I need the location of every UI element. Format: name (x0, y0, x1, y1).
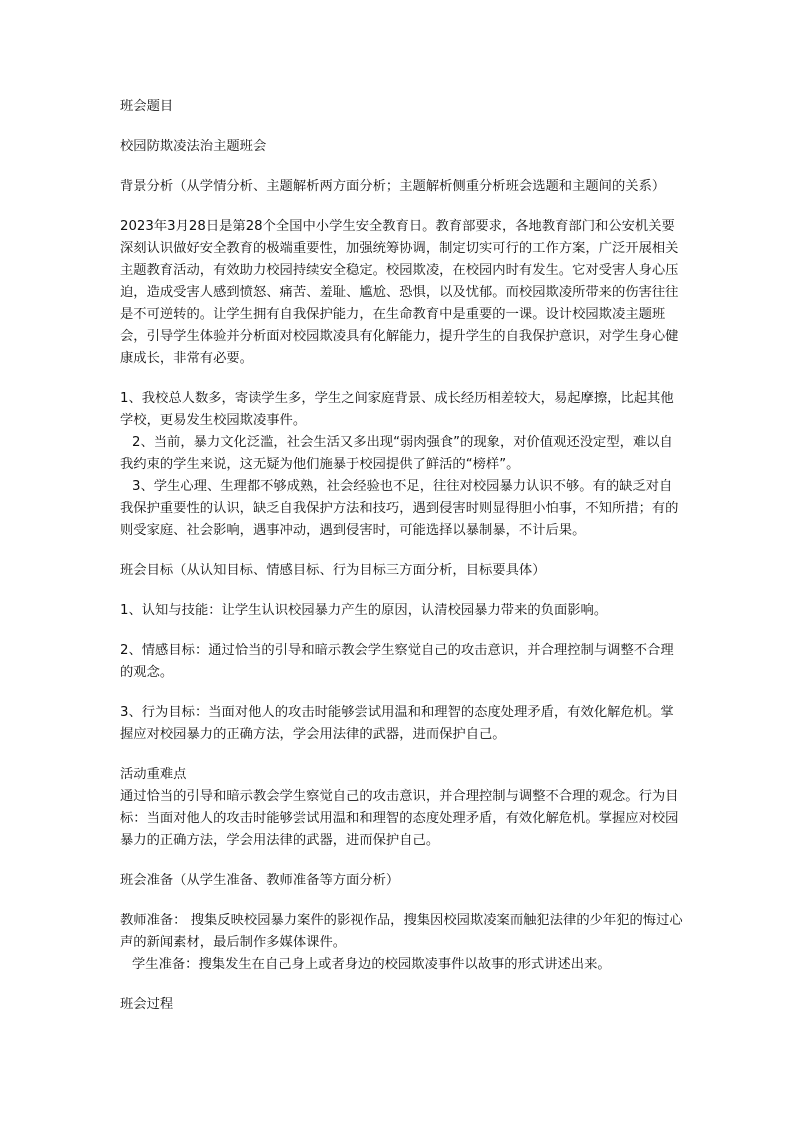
title-section (120, 136, 685, 158)
goal-2-block (120, 640, 685, 684)
background-points (120, 388, 685, 542)
meeting-title: 校园防欺凌法治主题班会 (120, 139, 267, 154)
goal-3: 3、行为目标：当面对他人的攻击时能够尝试用温和和理智的态度处理矛盾，有效化解危机。掌握应对校园暴力的正确方法，学会用法律的武器，进而保护自己。 (120, 705, 674, 742)
prep-heading: 班会准备（从学生准备、教师准备等方面分析） (120, 873, 400, 888)
teacher-prep: 教师准备： 搜集反映校园暴力案件的影视作品，搜集因校园欺凌案而触犯法律的少年犯的悔过心声的新闻素材，最后制作多媒体课件。 (120, 913, 683, 950)
prep-heading-section (120, 870, 685, 892)
title-label: 班会题目 (120, 99, 174, 114)
background-point-2: 2、当前，暴力文化泛滥，社会生活又多出现“弱肉强食”的现象，对价值观还没定型，难以自我约束的学生来说，这无疑为他们施暴于校园提供了鲜活的“榜样”。 (120, 435, 673, 472)
goal-3-block (120, 702, 685, 746)
document-body (120, 96, 685, 1034)
difficulty-text: 通过恰当的引导和暗示教会学生察觉自己的攻击意识，并合理控制与调整不合理的观念。行为目标：当面对他人的攻击时能够尝试用温和和理智的态度处理矛盾，有效化解危机。掌握应对校园暴力的正确方法，学会用法律的武器，进而保护自己。 (120, 789, 679, 848)
title-label-section (120, 96, 685, 118)
goal-2: 2、情感目标：通过恰当的引导和暗示教会学生察觉自己的攻击意识，并合理控制与调整不合理的观念。 (120, 643, 674, 680)
student-prep: 学生准备：搜集发生在自己身上或者身边的校园欺凌事件以故事的形式讲述出来。 (132, 957, 611, 972)
background-point-1: 1、我校总人数多，寄读学生多，学生之间家庭背景、成长经历相差较大，易起摩擦，比起其他学校，更易发生校园欺凌事件。 (120, 391, 674, 428)
goals-heading: 班会目标（从认知目标、情感目标、行为目标三方面分析，目标要具体） (120, 563, 546, 578)
background-heading-section (120, 176, 685, 198)
difficulty-heading: 活动重难点 (120, 767, 187, 782)
background-paragraph: 2023年3月28日是第28个全国中小学生安全教育日。教育部要求，各地教育部门和公安机关要深刻认识做好安全教育的极端重要性，加强统筹协调，制定切实可行的工作方案，广泛开展相关主题教育活动，有效助力校园持续安全稳定。校园欺凌，在校园内时有发生。它对受害人身心压迫，造成受害人感到愤怒、痛苦、羞耻、尴尬、恐惧，以及忧郁。而校园欺凌所带来的伤害往往是不可逆转的。让学生拥有自我保护能力，在生命教育中是重要的一课。设计校园欺凌主题班会，引导学生体验并分析面对校园欺凌具有化解能力，提升学生的自我保护意识，对学生身心健康成长，非常有必要。 (120, 219, 679, 366)
process-heading-section (120, 994, 685, 1016)
goal-1-block (120, 600, 685, 622)
difficulty-block (120, 764, 685, 852)
background-heading: 背景分析（从学情分析、主题解析两方面分析；主题解析侧重分析班会选题和主题间的关系） (120, 179, 666, 194)
prep-block (120, 910, 685, 976)
background-point-3: 3、学生心理、生理都不够成熟，社会经验也不足，往往对校园暴力认识不够。有的缺乏对自我保护重要性的认识，缺乏自我保护方法和技巧，遇到侵害时则显得胆小怕事，不知所措；有的则受家庭、社会影响，遇事冲动，遇到侵害时，可能选择以暴制暴，不计后果。 (120, 479, 679, 538)
process-heading: 班会过程 (120, 997, 174, 1012)
background-paragraph-block (120, 216, 685, 370)
goal-1: 1、认知与技能：让学生认识校园暴力产生的原因，认清校园暴力带来的负面影响。 (120, 603, 608, 618)
goals-heading-section (120, 560, 685, 582)
